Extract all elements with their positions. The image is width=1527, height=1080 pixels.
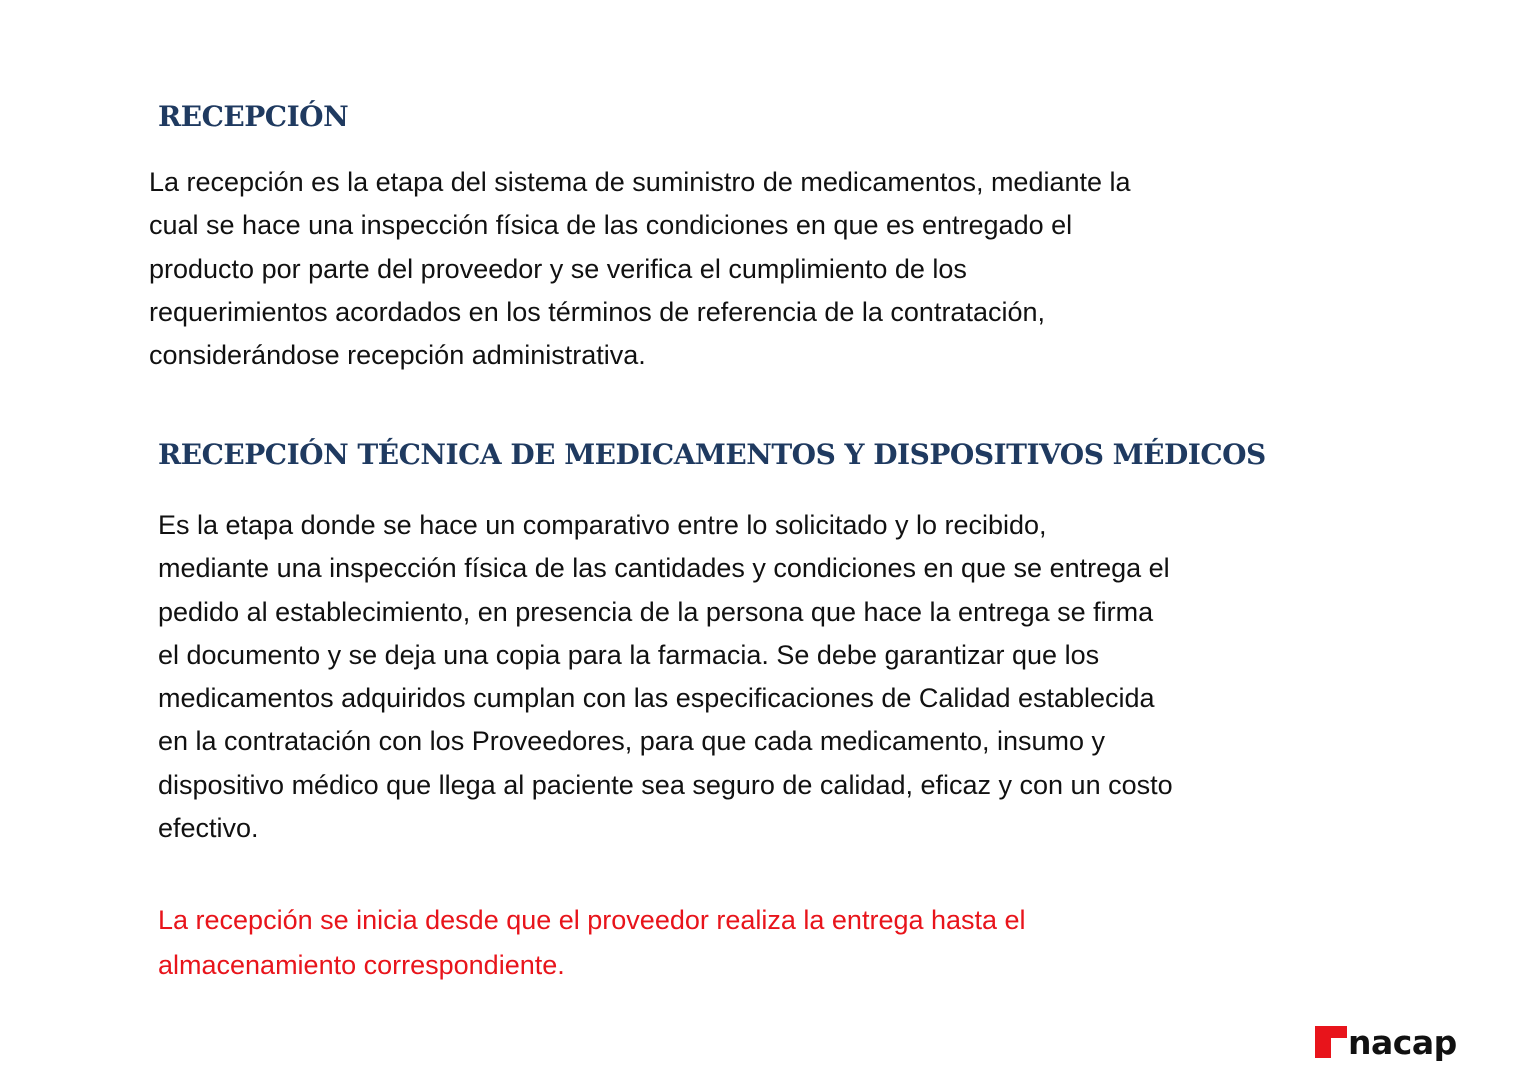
paragraph-line: efectivo. [158, 813, 259, 844]
recepcion-tecnica-paragraph [158, 504, 1173, 850]
paragraph-line: mediante una inspección física de las cantidades y condiciones en que se entrega el [158, 553, 1170, 584]
paragraph-line: considerándose recepción administrativa. [149, 340, 646, 371]
paragraph-line: dispositivo médico que llega al paciente sea seguro de calidad, eficaz y con un costo [158, 769, 1173, 800]
paragraph-line: Es la etapa donde se hace un comparativo entre lo solicitado y lo recibido, [158, 510, 1047, 540]
section-heading-recepcion-tecnica: RECEPCIÓN TÉCNICA DE MEDICAMENTOS Y DISPOSITIVOS MÉDICOS [158, 438, 1266, 471]
paragraph-line: La recepción es la etapa del sistema de suministro de medicamentos, mediante la [149, 167, 1131, 197]
section-heading-recepcion: RECEPCIÓN [158, 100, 349, 133]
paragraph-line: medicamentos adquiridos cumplan con las especificaciones de Calidad establecida [158, 683, 1155, 714]
recepcion-paragraph [149, 161, 1131, 377]
paragraph-line: pedido al establecimiento, en presencia de la persona que hace la entrega se firma [158, 596, 1154, 627]
note-line: almacenamiento correspondiente. [158, 950, 565, 980]
logo-mark-icon [1315, 1026, 1347, 1058]
paragraph-line: en la contratación con los Proveedores, para que cada medicamento, insumo y [158, 726, 1106, 757]
inacap-logo [1315, 1022, 1457, 1060]
paragraph-line: producto por parte del proveedor y se verifica el cumplimiento de los [149, 253, 967, 284]
logo-text: nacap [1348, 1023, 1457, 1062]
note-line: La recepción se inicia desde que el proveedor realiza la entrega hasta el [158, 905, 1026, 935]
highlight-note [158, 898, 1026, 988]
paragraph-line: cual se hace una inspección física de las condiciones en que es entregado el [149, 210, 1073, 241]
paragraph-line: el documento y se deja una copia para la farmacia. Se debe garantizar que los [158, 639, 1100, 670]
paragraph-line: requerimientos acordados en los términos de referencia de la contratación, [149, 296, 1045, 327]
